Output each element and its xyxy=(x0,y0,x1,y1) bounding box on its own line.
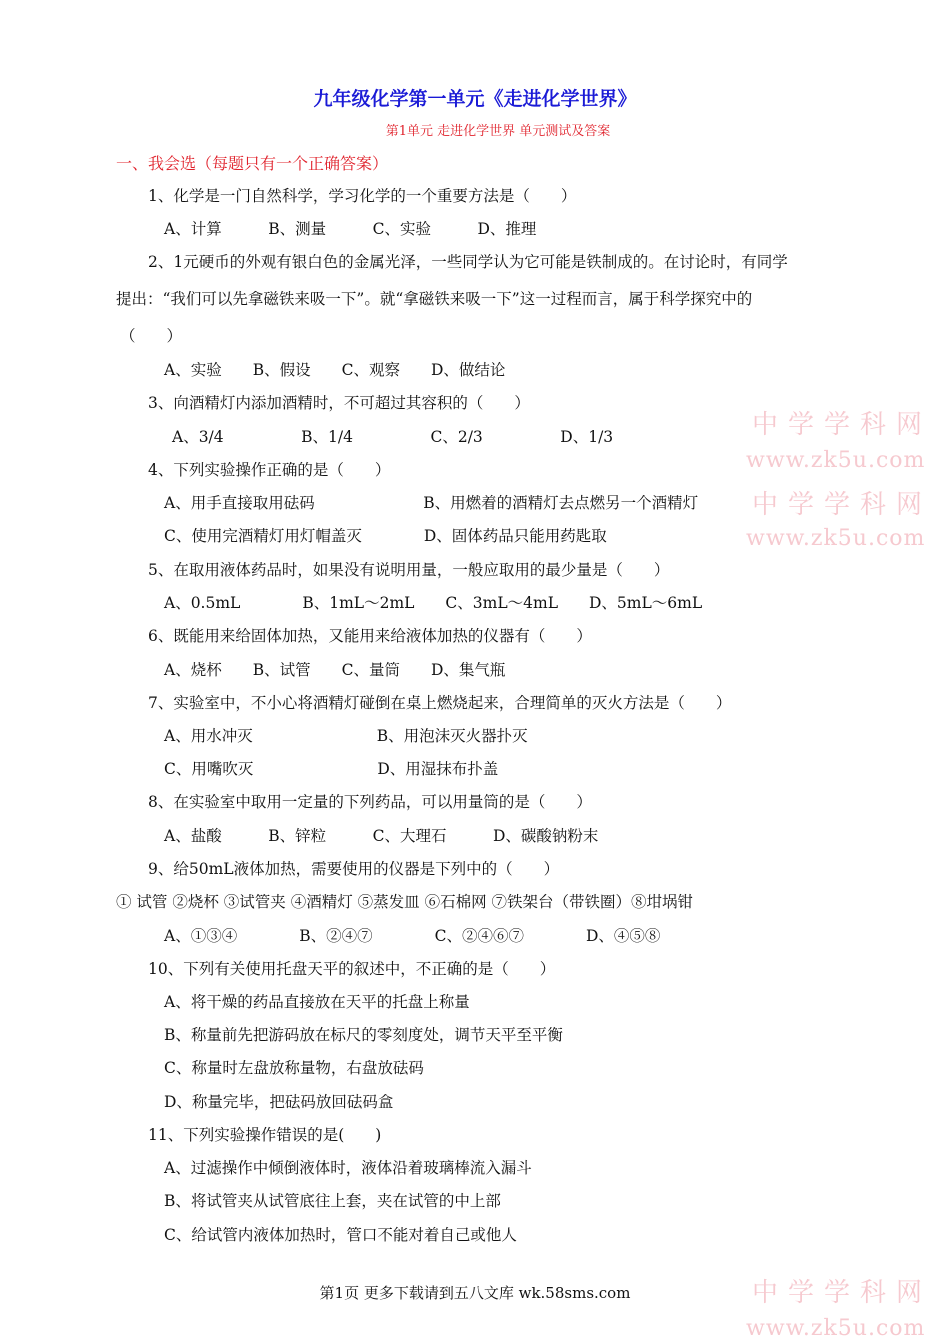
text-line: C、给试管内液体加热时，管口不能对着自己或他人 xyxy=(164,1226,517,1244)
text-line: 7、实验室中，不小心将酒精灯碰倒在桌上燃烧起来，合理简单的灭火方法是（ ） xyxy=(148,694,732,712)
watermark-text: www.zk5u.com xyxy=(746,448,926,473)
text-line: B、将试管夹从试管底往上套，夹在试管的中上部 xyxy=(164,1192,501,1210)
text-line: A、①③④ B、②④⑦ C、②④⑥⑦ D、④⑤⑧ xyxy=(164,927,661,945)
watermark-text: www.zk5u.com xyxy=(746,1316,926,1341)
text-line: 10、下列有关使用托盘天平的叙述中，不正确的是（ ） xyxy=(148,960,556,978)
watermark-text: 中学学科网 xyxy=(752,1278,933,1308)
text-line: A、烧杯 B、试管 C、量筒 D、集气瓶 xyxy=(164,661,506,679)
text-line: A、计算 B、测量 C、实验 D、推理 xyxy=(164,220,537,238)
text-line: 3、向酒精灯内添加酒精时，不可超过其容积的（ ） xyxy=(148,394,530,412)
text-line: A、3/4 B、1/4 C、2/3 D、1/3 xyxy=(172,428,614,446)
watermark-text: 中学学科网 xyxy=(752,490,933,520)
text-line: A、实验 B、假设 C、观察 D、做结论 xyxy=(164,361,506,379)
text-line: 6、既能用来给固体加热，又能用来给液体加热的仪器有（ ） xyxy=(148,627,592,645)
page-title: 九年级化学第一单元《走进化学世界》 xyxy=(313,88,637,110)
text-line: 提出：“我们可以先拿磁铁来吸一下”。就“拿磁铁来吸一下”这一过程而言，属于科学探究中的 xyxy=(116,290,753,308)
text-line: A、用水冲灭 B、用泡沫灭火器扑灭 xyxy=(164,727,528,745)
text-line: 8、在实验室中取用一定量的下列药品，可以用量筒的是（ ） xyxy=(148,793,592,811)
text-line: 11、下列实验操作错误的是( ) xyxy=(148,1126,382,1144)
text-line: （ ） xyxy=(120,327,183,345)
text-line: A、过滤操作中倾倒液体时，液体沿着玻璃棒流入漏斗 xyxy=(164,1159,532,1177)
text-line: 1、化学是一门自然科学，学习化学的一个重要方法是（ ） xyxy=(148,187,577,205)
section-heading: 一、我会选（每题只有一个正确答案） xyxy=(116,154,389,173)
text-line: 4、下列实验操作正确的是（ ） xyxy=(148,461,391,479)
text-line: A、将干燥的药品直接放在天平的托盘上称量 xyxy=(164,993,470,1011)
watermark-text: 中学学科网 xyxy=(752,410,933,440)
text-line: D、称量完毕，把砝码放回砝码盒 xyxy=(164,1093,394,1111)
text-line: A、盐酸 B、锌粒 C、大理石 D、碳酸钠粉末 xyxy=(164,827,599,845)
text-line: 5、在取用液体药品时，如果没有说明用量，一般应取用的最少量是（ ） xyxy=(148,561,670,579)
page-subtitle: 第1单元 走进化学世界 单元测试及答案 xyxy=(385,124,611,139)
page-footer: 第1页 更多下载请到五八文库 wk.58sms.com xyxy=(319,1284,631,1302)
text-line: A、0.5mL B、1mL～2mL C、3mL～4mL D、5mL～6mL xyxy=(164,594,703,612)
text-line: A、用手直接取用砝码 B、用燃着的酒精灯去点燃另一个酒精灯 xyxy=(164,494,699,512)
text-line: ① 试管 ②烧杯 ③试管夹 ④酒精灯 ⑤蒸发皿 ⑥石棉网 ⑦铁架台（带铁圈）⑧坩埚钳 xyxy=(116,893,693,911)
text-line: C、用嘴吹灭 D、用湿抹布扑盖 xyxy=(164,760,499,778)
text-line: C、使用完酒精灯用灯帽盖灭 D、固体药品只能用药匙取 xyxy=(164,527,607,545)
watermark-text: www.zk5u.com xyxy=(746,526,926,551)
text-line: 2、1元硬币的外观有银白色的金属光泽，一些同学认为它可能是铁制成的。在讨论时，有同学 xyxy=(148,253,788,271)
text-line: B、称量前先把游码放在标尺的零刻度处，调节天平至平衡 xyxy=(164,1026,563,1044)
text-line: 9、给50mL液体加热，需要使用的仪器是下列中的（ ） xyxy=(148,860,560,878)
text-line: C、称量时左盘放称量物，右盘放砝码 xyxy=(164,1059,424,1077)
